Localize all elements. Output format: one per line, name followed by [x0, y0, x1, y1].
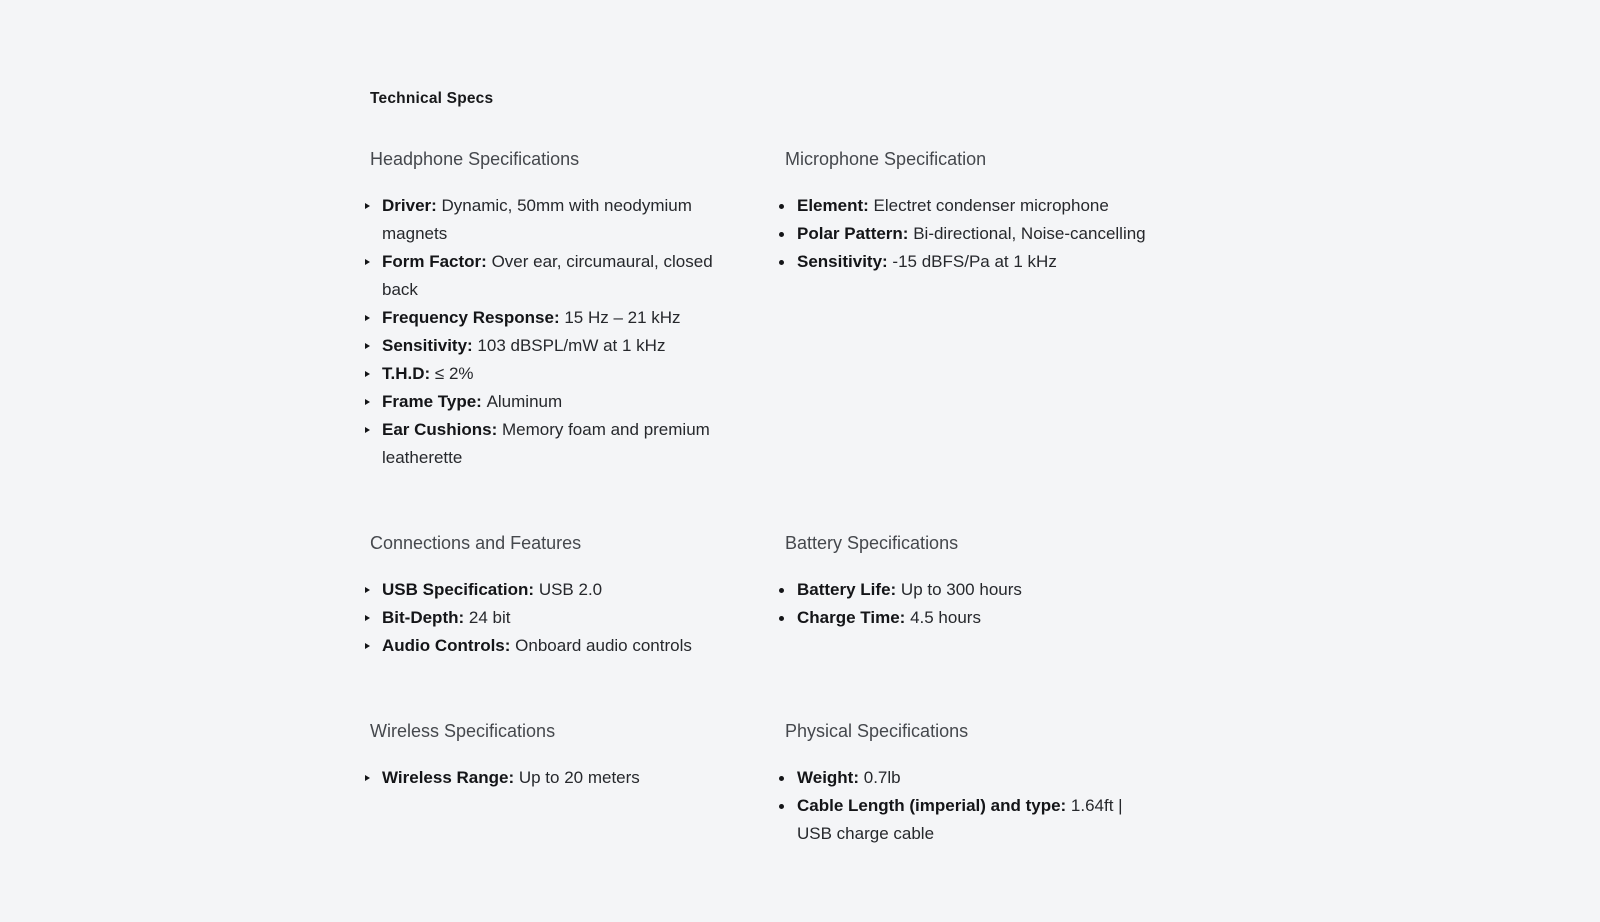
section-wireless-specifications — [370, 718, 742, 848]
spec-label: Polar Pattern: — [797, 224, 914, 243]
spec-item — [785, 192, 1157, 220]
specs-grid — [370, 146, 1160, 848]
spec-list — [785, 576, 1157, 632]
spec-label: Frame Type: — [382, 392, 487, 411]
spec-label: Battery Life: — [797, 580, 901, 599]
spec-list — [370, 192, 742, 472]
spec-item — [785, 604, 1157, 632]
section-heading: Connections and Features — [370, 533, 582, 553]
spec-list — [785, 192, 1157, 276]
section-connections-and-features — [370, 530, 742, 660]
spec-item — [370, 360, 742, 388]
spec-value: 24 bit — [468, 608, 511, 627]
spec-value: USB 2.0 — [538, 580, 603, 599]
section-heading: Physical Specifications — [785, 721, 969, 741]
spec-item — [370, 332, 742, 360]
section-heading: Battery Specifications — [785, 533, 959, 553]
spec-label: Ear Cushions: — [382, 420, 502, 439]
spec-item — [785, 220, 1157, 248]
spec-item — [370, 388, 742, 416]
section-heading: Wireless Specifications — [370, 721, 556, 741]
spec-item — [370, 192, 742, 248]
spec-label: USB Specification: — [382, 580, 539, 599]
spec-value: ≤ 2% — [434, 364, 474, 383]
spec-value: Dynamic, 50mm with neodymium magnets — [382, 196, 692, 243]
spec-value: Memory foam and premium leatherette — [382, 420, 710, 467]
spec-value: 4.5 hours — [910, 608, 981, 627]
spec-label: Charge Time: — [797, 608, 911, 627]
spec-value: -15 dBFS/Pa at 1 kHz — [892, 252, 1057, 271]
section-heading: Microphone Specification — [785, 149, 987, 169]
spec-list — [370, 576, 742, 660]
technical-specs-panel — [370, 88, 1160, 848]
spec-value: Bi-directional, Noise-cancelling — [913, 224, 1146, 243]
spec-list — [370, 764, 742, 792]
spec-label: Frequency Response: — [382, 308, 565, 327]
spec-value: 0.7lb — [863, 768, 901, 787]
section-heading: Headphone Specifications — [370, 149, 580, 169]
spec-item — [785, 576, 1157, 604]
spec-item — [370, 576, 742, 604]
section-physical-specifications — [785, 718, 1157, 848]
spec-item — [785, 248, 1157, 276]
spec-label: Sensitivity: — [797, 252, 893, 271]
spec-item — [370, 604, 742, 632]
spec-item — [370, 632, 742, 660]
spec-label: T.H.D: — [382, 364, 435, 383]
spec-value: Up to 300 hours — [900, 580, 1022, 599]
spec-value: Aluminum — [486, 392, 563, 411]
spec-item — [785, 764, 1157, 792]
spec-label: Element: — [797, 196, 874, 215]
spec-label: Cable Length (imperial) and type: — [797, 796, 1071, 815]
page-title: Technical Specs — [370, 90, 494, 107]
spec-label: Wireless Range: — [382, 768, 519, 787]
spec-value: 103 dBSPL/mW at 1 kHz — [477, 336, 666, 355]
spec-item — [785, 792, 1157, 848]
spec-value: Onboard audio controls — [515, 636, 692, 655]
spec-value: 1.64ft | USB charge cable — [797, 796, 1123, 843]
spec-label: Weight: — [797, 768, 864, 787]
spec-label: Sensitivity: — [382, 336, 478, 355]
section-battery-specifications — [785, 530, 1157, 660]
spec-item — [370, 764, 742, 792]
spec-list — [785, 764, 1157, 848]
spec-label: Bit-Depth: — [382, 608, 469, 627]
spec-label: Audio Controls: — [382, 636, 516, 655]
spec-label: Form Factor: — [382, 252, 492, 271]
section-microphone-specification — [785, 146, 1157, 472]
spec-value: 15 Hz – 21 kHz — [564, 308, 681, 327]
section-headphone-specifications — [370, 146, 742, 472]
spec-value: Up to 20 meters — [518, 768, 640, 787]
spec-item — [370, 416, 742, 472]
spec-item — [370, 304, 742, 332]
spec-label: Driver: — [382, 196, 442, 215]
spec-value: Over ear, circumaural, closed back — [382, 252, 713, 299]
spec-item — [370, 248, 742, 304]
spec-value: Electret condenser microphone — [873, 196, 1109, 215]
